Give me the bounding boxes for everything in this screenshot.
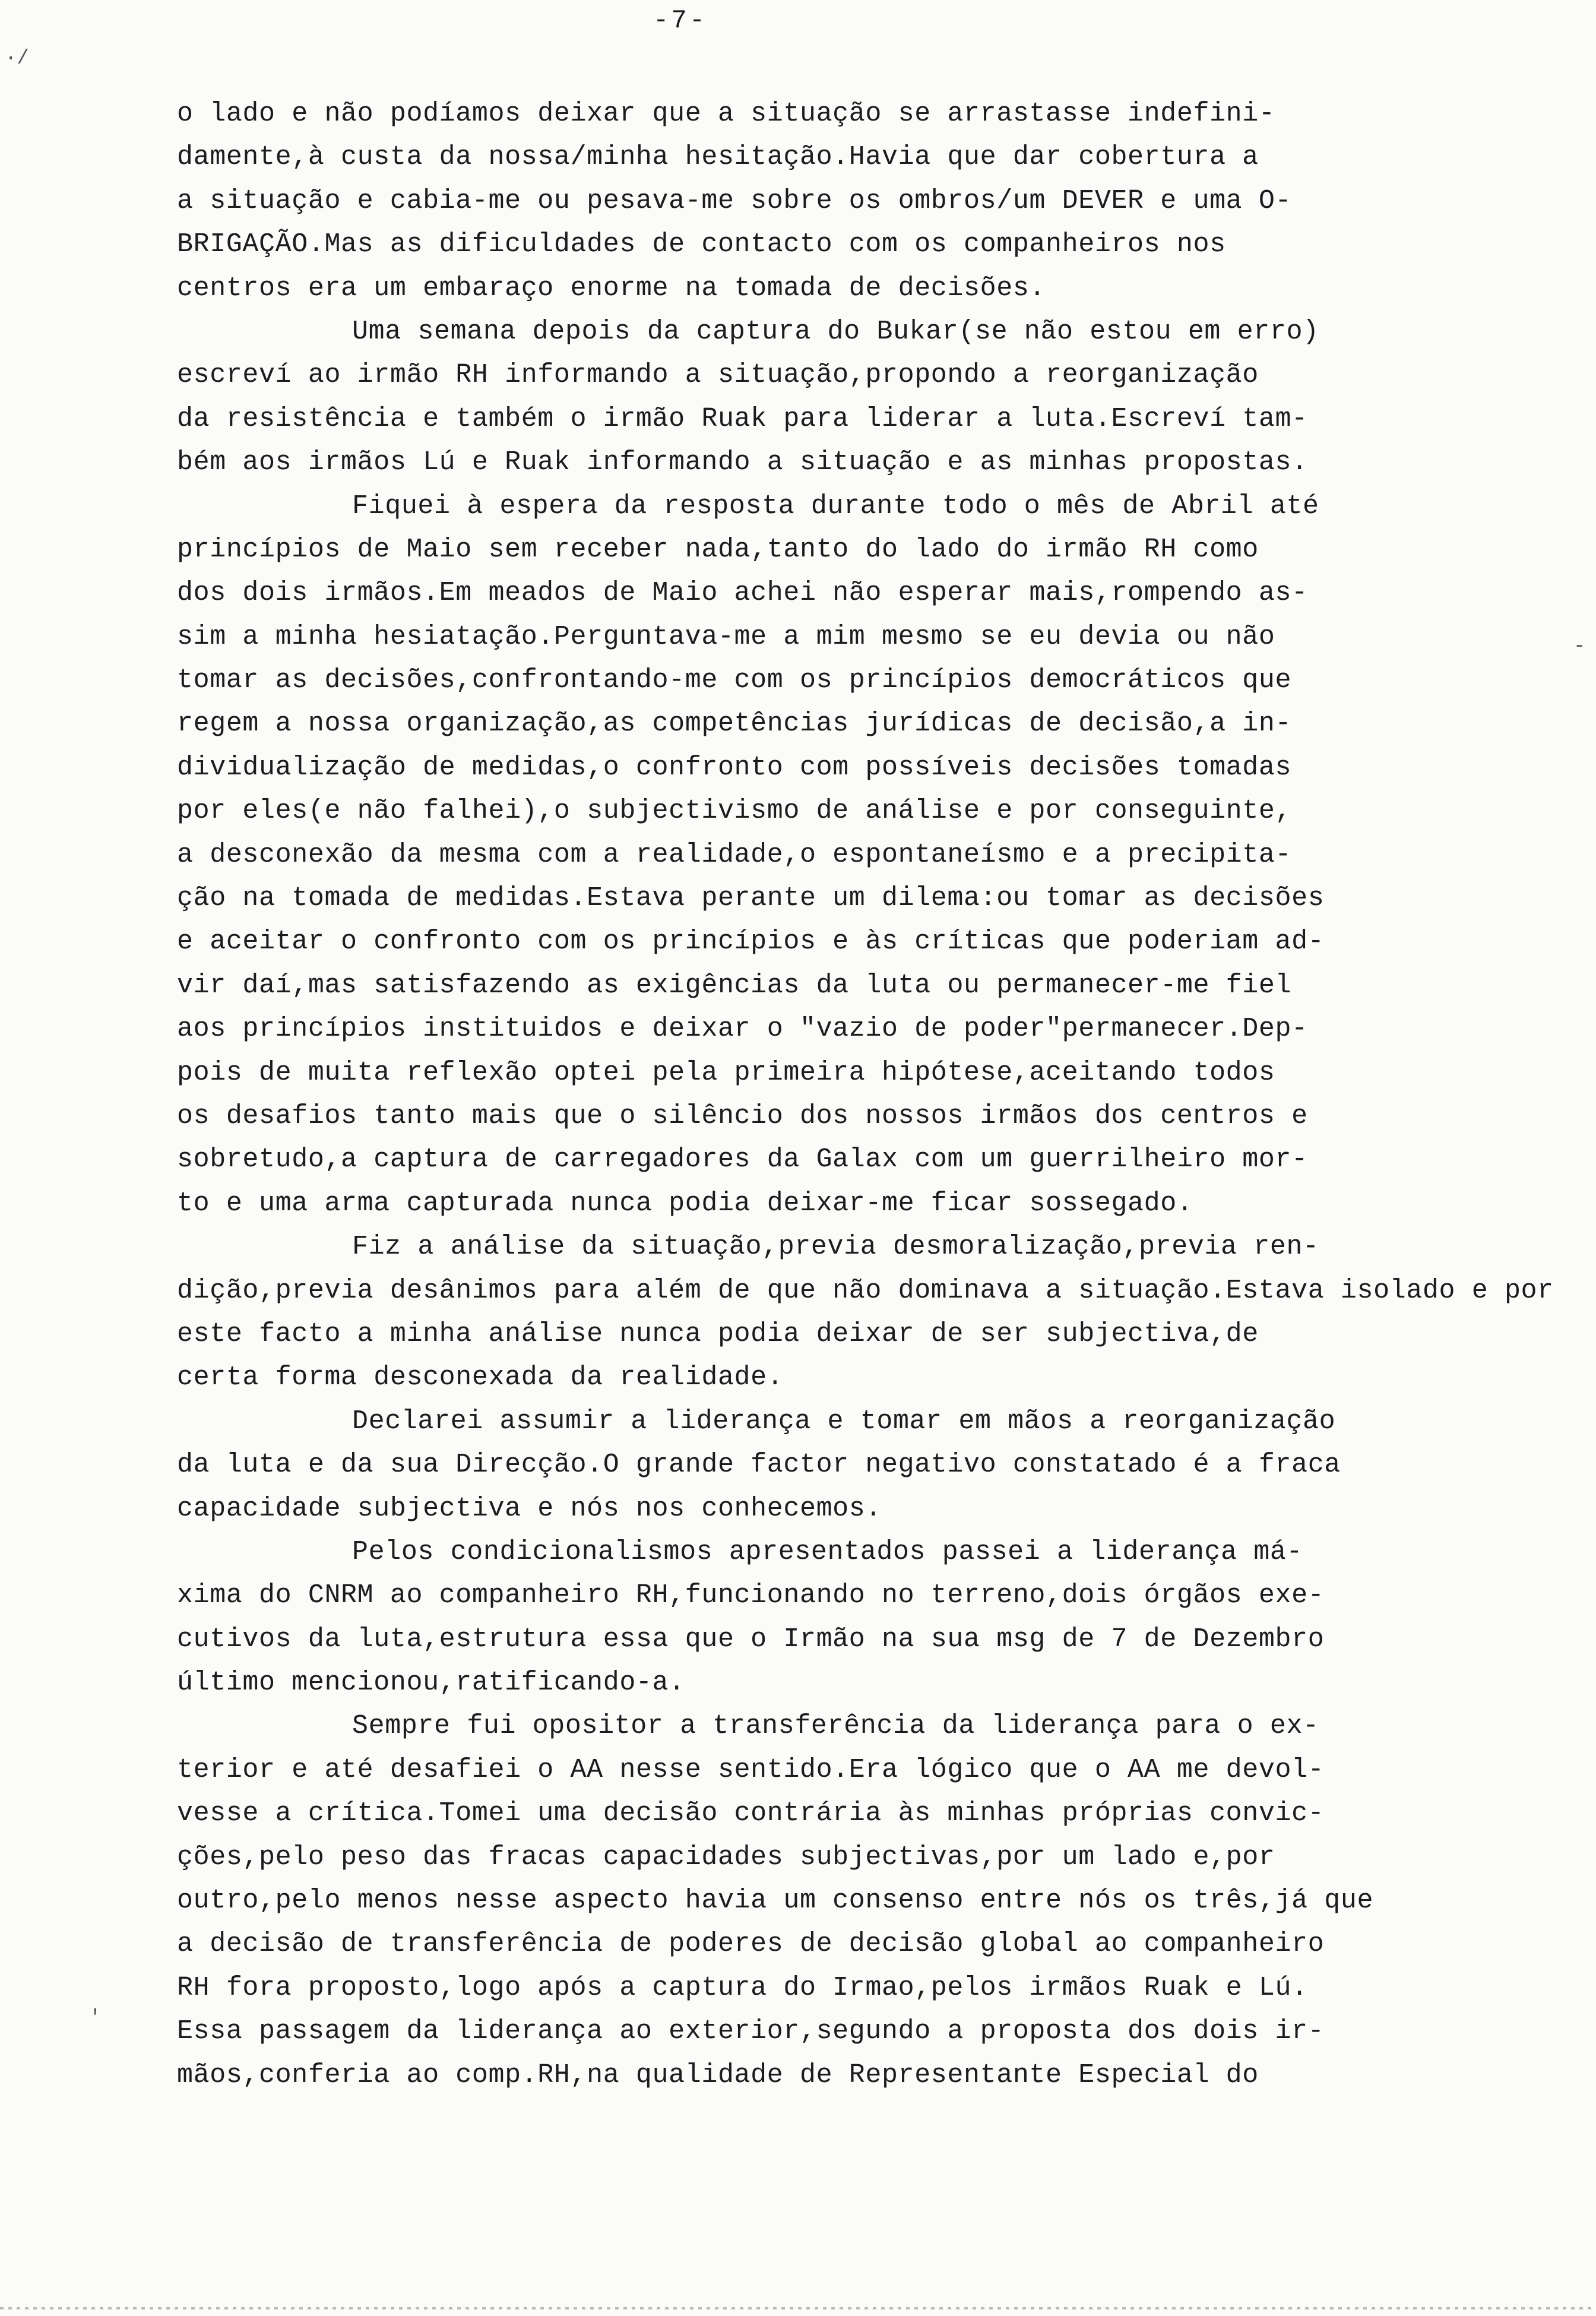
text-line: BRIGAÇÃO.Mas as dificuldades de contacto com os companheiros nos xyxy=(177,229,1226,260)
margin-mark: ·/ xyxy=(5,48,29,70)
text-line: vir daí,mas satisfazendo as exigências da luta ou permanecer-me fiel xyxy=(177,970,1292,1001)
text-line: certa forma desconexada da realidade. xyxy=(177,1362,784,1393)
text-line: RH fora proposto,logo após a captura do Irmao,pelos irmãos Ruak e Lú. xyxy=(177,1972,1308,2003)
text-line: mãos,conferia ao comp.RH,na qualidade de Representante Especial do xyxy=(177,2059,1259,2090)
text-line: to e uma arma capturada nunca podia deixar-me ficar sossegado. xyxy=(177,1188,1193,1219)
text-line: capacidade subjectiva e nós nos conhecemos. xyxy=(177,1493,882,1524)
text-line: Pelos condicionalismos apresentados passei a liderança má- xyxy=(352,1536,1303,1567)
text-line: Declarei assumir a liderança e tomar em mãos a reorganização xyxy=(352,1406,1336,1437)
text-line: dição,previa desânimos para além de que não dominava a situação.Estava isolado e por xyxy=(177,1275,1554,1306)
margin-mark: ' xyxy=(89,2007,102,2030)
text-line: Essa passagem da liderança ao exterior,segundo a proposta dos dois ir- xyxy=(177,2016,1325,2047)
text-line: a situação e cabia-me ou pesava-me sobre os ombros/um DEVER e uma O- xyxy=(177,185,1292,216)
text-line: o lado e não podíamos deixar que a situação se arrastasse indefini- xyxy=(177,99,1275,129)
text-line: outro,pelo menos nesse aspecto havia um consenso entre nós os três,já que xyxy=(177,1885,1374,1916)
text-line: Sempre fui opositor a transferência da liderança para o ex- xyxy=(352,1711,1319,1742)
text-line: da luta e da sua Direcção.O grande factor negativo constatado é a fraca xyxy=(177,1450,1341,1480)
text-line: dos dois irmãos.Em meados de Maio achei não esperar mais,rompendo as- xyxy=(177,578,1308,609)
text-line: sobretudo,a captura de carregadores da Galax com um guerrilheiro mor- xyxy=(177,1144,1308,1175)
text-line: xima do CNRM ao companheiro RH,funcionando no terreno,dois órgãos exe- xyxy=(177,1580,1325,1611)
text-line: Fiz a análise da situação,previa desmoralização,previa ren- xyxy=(352,1232,1319,1263)
text-line: regem a nossa organização,as competências jurídicas de decisão,a in- xyxy=(177,708,1292,739)
text-line: por eles(e não falhei),o subjectivismo de análise e por conseguinte, xyxy=(177,796,1292,827)
text-line: cutivos da luta,estrutura essa que o Irmão na sua msg de 7 de Dezembro xyxy=(177,1624,1325,1654)
text-line: e aceitar o confronto com os princípios e às críticas que poderiam ad- xyxy=(177,926,1325,957)
text-line: princípios de Maio sem receber nada,tanto do lado do irmão RH como xyxy=(177,534,1259,565)
text-line: tomar as decisões,confrontando-me com os princípios democráticos que xyxy=(177,665,1292,696)
text-line: bém aos irmãos Lú e Ruak informando a situação e as minhas propostas. xyxy=(177,447,1308,478)
text-line: a decisão de transferência de poderes de decisão global ao companheiro xyxy=(177,1929,1325,1960)
text-line: escreví ao irmão RH informando a situação,propondo a reorganização xyxy=(177,360,1259,391)
text-line: ções,pelo peso das fracas capacidades subjectivas,por um lado e,por xyxy=(177,1842,1275,1872)
text-line: Uma semana depois da captura do Bukar(se não estou em erro) xyxy=(352,316,1319,347)
text-line: a desconexão da mesma com a realidade,o espontaneísmo e a precipita- xyxy=(177,839,1292,870)
text-line: aos princípios instituidos e deixar o "vazio de poder"permanecer.Dep- xyxy=(177,1014,1308,1045)
text-line: os desafios tanto mais que o silêncio dos nossos irmãos dos centros e xyxy=(177,1100,1308,1131)
text-line: terior e até desafiei o AA nesse sentido.Era lógico que o AA me devol- xyxy=(177,1754,1325,1785)
scan-edge-noise xyxy=(0,2307,1596,2309)
text-line: da resistência e também o irmão Ruak para liderar a luta.Escreví tam- xyxy=(177,403,1308,434)
text-line: dividualização de medidas,o confronto com possíveis decisões tomadas xyxy=(177,752,1292,783)
text-line: este facto a minha análise nunca podia deixar de ser subjectiva,de xyxy=(177,1318,1259,1349)
text-line: pois de muita reflexão optei pela primeira hipótese,aceitando todos xyxy=(177,1057,1275,1088)
margin-mark: - xyxy=(1573,635,1586,658)
text-line: Fiquei à espera da resposta durante todo o mês de Abril até xyxy=(352,491,1319,521)
typed-letter-body xyxy=(177,92,1554,2097)
text-line: sim a minha hesiatação.Perguntava-me a mim mesmo se eu devia ou não xyxy=(177,621,1275,652)
text-line: ção na tomada de medidas.Estava perante um dilema:ou tomar as decisões xyxy=(177,883,1325,914)
text-line: último mencionou,ratificando-a. xyxy=(177,1668,685,1698)
page-number: -7- xyxy=(653,6,708,36)
text-line: vesse a crítica.Tomei uma decisão contrária às minhas próprias convic- xyxy=(177,1798,1325,1829)
text-line: centros era um embaraço enorme na tomada de decisões. xyxy=(177,273,1046,303)
text-line: damente,à custa da nossa/minha hesitação.Havia que dar cobertura a xyxy=(177,142,1259,173)
